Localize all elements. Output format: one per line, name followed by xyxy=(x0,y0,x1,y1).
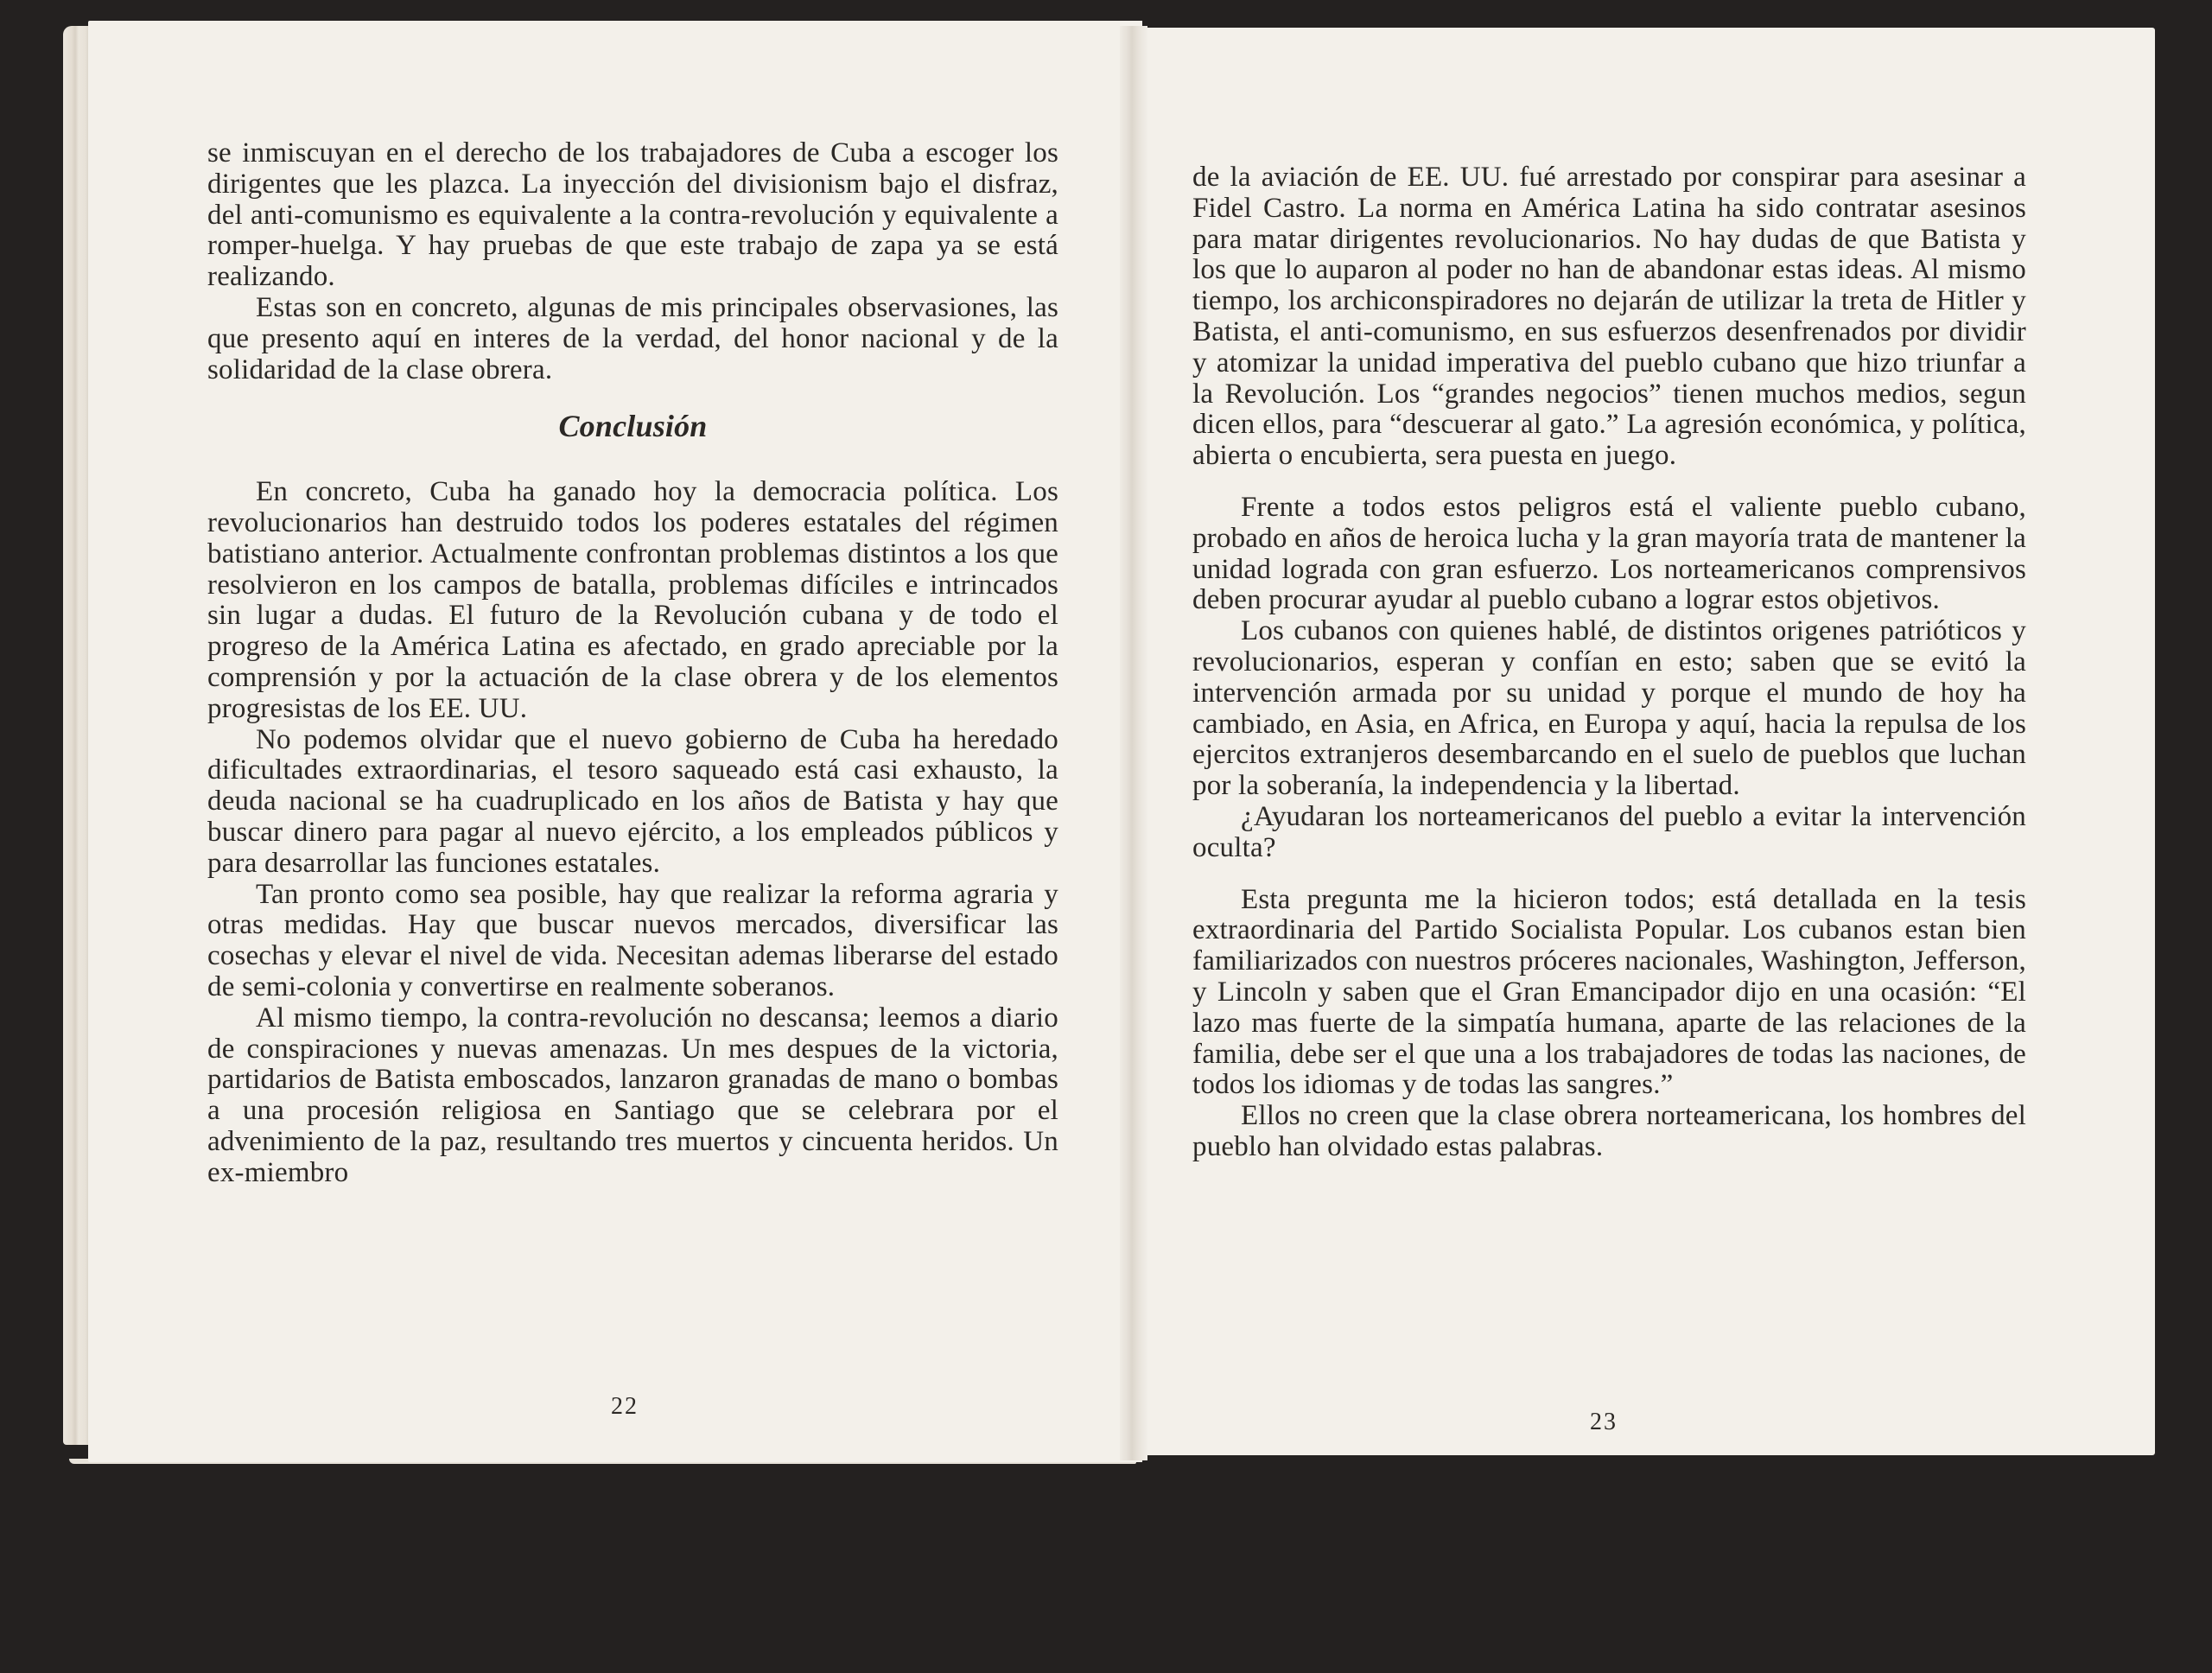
paragraph: Frente a todos estos peligros está el valiente pueblo cubano, probado en años de heroica lucha y la gran mayoría trata de mantener la unidad lograda con gran esfuerzo. Los norteamericanos comprensivos deben procurar ayudar al pueblo cubano a lograr estos objetivos. xyxy=(1192,491,2026,616)
paragraph: Los cubanos con quienes hablé, de distintos origenes patrióticos y revolucionarios, esperan y confían en esto; saben que se evitó la intervención armada por su unidad y porque el mundo de hoy ha cambiado, en Asia, en Africa, en Europa y aquí, hacia la repulsa de los ejercitos extranjeros desembarcando en el suelo de pueblos que luchan por la soberanía, la independencia y la libertad. xyxy=(1192,615,2026,802)
paragraph: se inmiscuyan en el derecho de los trabajadores de Cuba a escoger los dirigentes que les plazca. La inyección del divisionism bajo el disfraz, del anti-comunismo es equivalente a la contra-revolución y equivalente a romper-huelga. Y hay pruebas de que este trabajo de zapa ya se está realizando. xyxy=(207,137,1058,293)
paragraph: de la aviación de EE. UU. fué arrestado por conspirar para asesinar a Fidel Castro. La norma en América Latina ha sido contratar asesinos para matar dirigentes revolucionarios. No hay dudas de que Batista y los que lo auparon al poder no han de abandonar estas ideas. Al mismo tiempo, los archiconspiradores no dejarán de utilizar la treta de Hitler y Batista, el anti-comunismo, en sus esfuerzos desenfrenados por dividir y atomizar la unidad imperativa del pueblo cubano que hizo triunfar a la Revolución. Los “grandes negocios” tienen muchos medios, segun dicen ellos, para “descuerar al gato.” La agresión económica, y política, abierta o encubierta, sera puesta en juego. xyxy=(1192,162,2026,472)
book-gutter xyxy=(1120,26,1147,1460)
section-heading: Conclusión xyxy=(558,409,708,444)
paragraph: No podemos olvidar que el nuevo gobierno de Cuba ha heredado dificultades extraordinarias, el tesoro saqueado está casi exhausto, la deuda nacional se ha cuadruplicado en los años de Batista y hay que buscar dinero para pagar al nuevo ejército, a los empleados públicos y para desarrollar las funciones estatales. xyxy=(207,723,1058,879)
paragraph: Estas son en concreto, algunas de mis principales observasiones, las que presento aquí en interes de la verdad, del honor nacional y de la solidaridad de la clase obrera. xyxy=(207,291,1058,385)
paragraph: ¿Ayudaran los norteamericanos del pueblo a evitar la intervención oculta? xyxy=(1192,800,2026,863)
page-number-left: 22 xyxy=(611,1393,639,1420)
paragraph: Esta pregunta me la hicieron todos; está detallada en la tesis extraordinaria del Partido Socialista Popular. Los cubanos estan bien familiarizados con nuestros próceres nacionales, Washington, Jefferson, y Lincoln y saben que el Gran Emancipador dijo en una ocasión: “El lazo mas fuerte de la simpatía humana, aparte de las relaciones de la familia, debe ser el que una a los trabajadores de todas las naciones, de todos los idiomas y de todas las sangres.” xyxy=(1192,883,2026,1101)
paragraph: Al mismo tiempo, la contra-revolución no descansa; leemos a diario de conspiraciones y nuevas amenazas. Un mes despues de la victoria, partidarios de Batista emboscados, lanzaron granadas de mano o bombas a una procesión religiosa en Santiago que se celebrara por el advenimiento de la paz, resultando tres muertos y cincuenta heridos. Un ex-miembro xyxy=(207,1002,1058,1188)
page-number-right: 23 xyxy=(1590,1409,1618,1435)
right-page-text xyxy=(1192,162,2026,1163)
left-page-text xyxy=(207,138,1058,1189)
paragraph: Tan pronto como sea posible, hay que realizar la reforma agraria y otras medidas. Hay que buscar nuevos mercados, diversificar las cosechas y elevar el nivel de vida. Necesitan ademas liberarse del estado de semi-colonia y convertirse en realmente soberanos. xyxy=(207,878,1058,1002)
paragraph: En concreto, Cuba ha ganado hoy la democracia política. Los revolucionarios han destruido todos los poderes estatales del régimen batistiano anterior. Actualmente confrontan problemas distintos a los que resolvieron en los campos de batalla, problemas difíciles e intrincados sin lugar a dudas. El futuro de la Revolución cubana y de todo el progreso de la América Latina es afectado, en grado apreciable por la comprensión y por la actuación de la clase obrera y de los elementos progresistas de los EE. UU. xyxy=(207,476,1058,724)
paragraph: Ellos no creen que la clase obrera norteamericana, los hombres del pueblo han olvidado estas palabras. xyxy=(1192,1100,2026,1162)
